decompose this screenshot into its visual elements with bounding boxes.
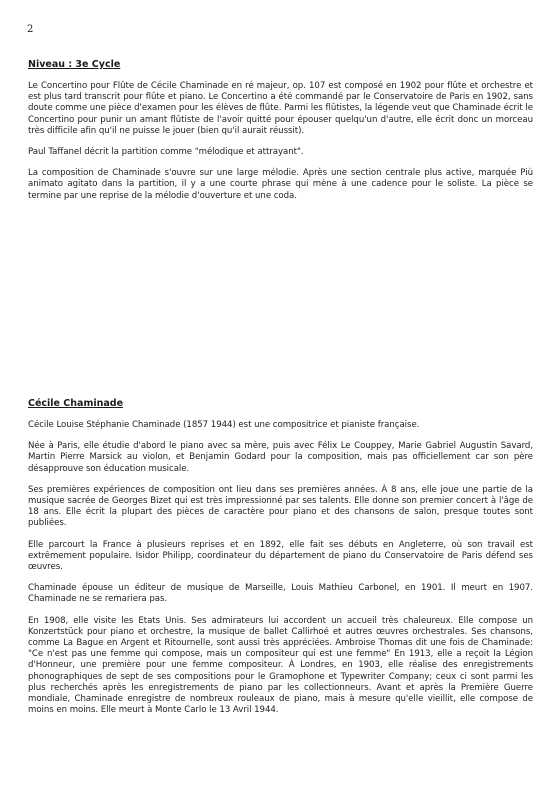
bio-paragraph-early-works: Ses premières expériences de composition ont lieu dans ses premières années. À 8 ans, elle joue une partie de la musique sacrée de Georges Bizet qui est très impressionné par ses talents. Elle donne son premier concert à l'âge de 18 ans. Elle écrit la plupart des pièces de caractère pour piano et des chansons de salon, presque toutes sont publiées. <box>28 484 533 529</box>
bio-paragraph-marriage: Chaminade épouse un éditeur de musique de Marseille, Louis Mathieu Carbonel, en 1901. Il meurt en 1907. Chaminade ne se remariera pas. <box>28 583 533 605</box>
bio-paragraph-education: Née à Paris, elle étudie d'abord le piano avec sa mère, puis avec Félix Le Couppey, Marie Gabriel Augustin Savard, Martin Pierre Marsick au violon, et Benjamin Godard pour la composition, mais pas officiellement car son père désapprouve son éducation musicale. <box>28 441 533 474</box>
page-number: 2 <box>27 24 34 35</box>
concertino-paragraph: Le Concertino pour Flûte de Cécile Chaminade en ré majeur, op. 107 est composé en 1902 pour flûte et orchestre et est plus tard transcrit pour flûte et piano. Le Concertino a été commandé par le Conservatoire de Paris en 1902, sans doute comme une pièce d'examen pour les élèves de flûte. Parmi les flûtistes, la légende veut que Chaminade écrit le Concertino pour punir un amant flûtiste de l'avoir quitté pour épouser quelqu'un d'autre, elle écrit donc un morceau très difficile afin qu'il ne puisse le jouer (bien qu'il aurait réussit). <box>28 81 533 136</box>
composition-paragraph: La composition de Chaminade s'ouvre sur une large mélodie. Après une section centrale plus active, marquée Più animato agitato dans la partition, il y a une courte phrase qui mène à une cadence pour le soliste. La pièce se termine par une reprise de la mélodie d'ouverture et une coda. <box>28 168 533 201</box>
composer-section <box>28 398 533 726</box>
composer-heading: Cécile Chaminade <box>28 398 124 409</box>
level-heading: Niveau : 3e Cycle <box>28 59 121 70</box>
bio-paragraph-touring: Elle parcourt la France à plusieurs reprises et en 1892, elle fait ses débuts en Angleterre, où son travail est extrêmement populaire. Isidor Philipp, coordinateur du département de piano du Conservatoire de Paris défend ses œuvres. <box>28 539 533 573</box>
bio-paragraph-later-life: En 1908, elle visite les Etats Unis. Ses admirateurs lui accordent un accueil très chaleureux. Elle compose un Konzertstück pour piano et orchestre, la musique de ballet Callirhoé et autres œuvres orchestrales. Ses chansons, comme La Bague en Argent et Ritournelle, sont aussi très appréciées. Ambroise Thomas dit une fois de Chaminade: "Ce n'est pas une femme qui compose, mais un compositeur qui est une femme" En 1913, elle a reçoit la Légion d'Honneur, une première pour une femme compositeur. À Londres, en 1903, elle réalise des enregistrements phonographiques de sept de ses compositions pour le Gramophone et Typewriter Company; ceux ci sont parmi les plus recherchés après les enregistrements de piano par les collectionneurs. Avant et après la Première Guerre mondiale, Chaminade enregistre de nombreux rouleaux de piano, mais à mesure qu'elle vieillit, elle compose de moins en moins. Elle meurt à Monte Carlo le 13 Avril 1944. <box>28 615 533 716</box>
bio-paragraph-intro: Cécile Louise Stéphanie Chaminade (1857 1944) est une compositrice et pianiste française. <box>28 420 420 430</box>
level-section <box>28 59 533 212</box>
taffanel-paragraph: Paul Taffanel décrit la partition comme "mélodique et attrayant". <box>28 147 304 158</box>
